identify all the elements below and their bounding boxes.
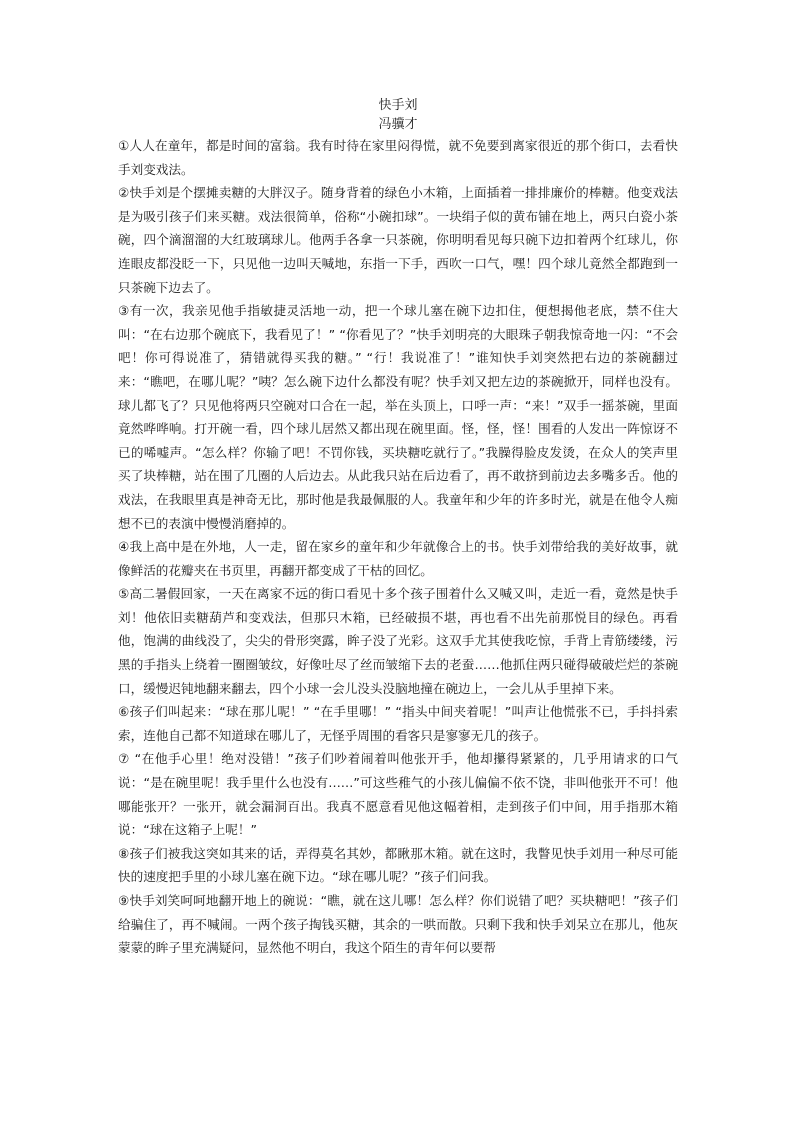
paragraph-9: ⑨快手刘笑呵呵地翻开地上的碗说：“瞧，就在这儿哪！怎么样？你们说错了吧？买块糖吧！”孩子们给骗住了，再不喊闹。一两个孩子掏钱买糖，其余的一哄而散。只剩下我和快手刘呆立在那儿，他灰蒙蒙的眸子里充满疑问，显然他不明白，我这个陌生的青年何以要帮 xyxy=(118,893,678,956)
article-author: 冯骥才 xyxy=(378,117,418,132)
article-title: 快手刘 xyxy=(378,98,418,113)
paragraph-2: ②快手刘是个摆摊卖糖的大胖汉子。随身背着的绿色小木箱，上面插着一排排廉价的棒糖。他变戏法是为吸引孩子们来买糖。戏法很简单，俗称“小碗扣球”。一块绢子似的黄布铺在地上，两只白瓷小茶碗，四个滴溜溜的大红玻璃球儿。他两手各拿一只茶碗，你明明看见每只碗下边扣着两个红球儿，你连眼皮都没眨一下，只见他一边叫天喊地，东指一下手，西吹一口气，嘿！四个球儿竟然全都跑到一只茶碗下边去了。 xyxy=(118,185,678,295)
paragraph-6: ⑥孩子们叫起来：“球在那儿呢！” “在手里哪！” “指头中间夹着呢！”叫声让他慌张不已，手抖抖索索，连他自己都不知道球在哪儿了，无怪乎周围的看客只是寥寥无几的孩子。 xyxy=(118,704,678,743)
paragraph-1: ①人人在童年，都是时间的富翁。我有时待在家里闷得慌，就不免要到离家很近的那个街口，去看快手刘变戏法。 xyxy=(118,138,678,177)
article xyxy=(118,96,678,960)
paragraph-7: ⑦ “在他手心里！绝对没错！”孩子们吵着闹着叫他张开手，他却攥得紧紧的，几乎用请求的口气说：“是在碗里呢！我手里什么也没有……”可这些稚气的小孩儿偏偏不依不饶，非叫他张开不可！他哪能张开？一张开，就会漏洞百出。我真不愿意看见他这幅着相，走到孩子们中间，用手指那木箱说：“球在这箱子上呢！” xyxy=(118,751,678,838)
paragraph-5: ⑤高二暑假回家，一天在离家不远的街口看见十多个孩子围着什么又喊又叫，走近一看，竟然是快手刘！他依旧卖糖葫芦和变戏法，但那只木箱，已经破损不堪，再也看不出先前那悦目的绿色。再看他，饱满的曲线没了，尖尖的骨形突露，眸子没了光彩。这双手尤其使我吃惊，手背上青筋缕缕，污黑的手指头上绕着一圈圈皱纹，好像吐尽了丝而皱缩下去的老蚕……他抓住两只碰得破破烂烂的茶碗口，缓慢迟钝地翻来翻去，四个小球一会儿没头没脑地撞在碗边上，一会儿从手里掉下来。 xyxy=(118,586,678,696)
paragraph-4: ④我上高中是在外地，人一走，留在家乡的童年和少年就像合上的书。快手刘带给我的美好故事，就像鲜活的花瓣夹在书页里，再翻开都变成了干枯的回忆。 xyxy=(118,539,678,578)
paragraph-3: ③有一次，我亲见他手指敏捷灵活地一动，把一个球儿塞在碗下边扣住，便想揭他老底，禁不住大叫：“在右边那个碗底下，我看见了！” “你看见了？”快手刘明亮的大眼珠子朝我惊奇地一闪：“不会吧！你可得说准了，猜错就得买我的糖。” “行！我说准了！”谁知快手刘突然把右边的茶碗翻过来：“瞧吧，在哪儿呢？”咦？怎么碗下边什么都没有呢？快手刘又把左边的茶碗掀开，同样也没有。球儿都飞了？只见他将两只空碗对口合在一起，举在头顶上，口呼一声：“来！”双手一摇茶碗，里面竟然哗哗响。打开碗一看，四个球儿居然又都出现在碗里面。怪，怪，怪！围看的人发出一阵惊讶不已的唏嘘声。“怎么样？你输了吧！不罚你钱，买块糖吃就行了。”我臊得脸皮发烫，在众人的笑声里买了块棒糖，站在围了几圈的人后边去。从此我只站在后边看了，再不敢挤到前边去多嘴多舌。他的戏法，在我眼里真是神奇无比，那时他是我最佩服的人。我童年和少年的许多时光，就是在他令人痴想不已的表演中慢慢消磨掉的。 xyxy=(118,303,678,531)
paragraph-8: ⑧孩子们被我这突如其来的话，弄得莫名其妙，都瞅那木箱。就在这时，我瞥见快手刘用一种尽可能快的速度把手里的小球儿塞在碗下边。“球在哪儿呢？”孩子们问我。 xyxy=(118,845,678,885)
